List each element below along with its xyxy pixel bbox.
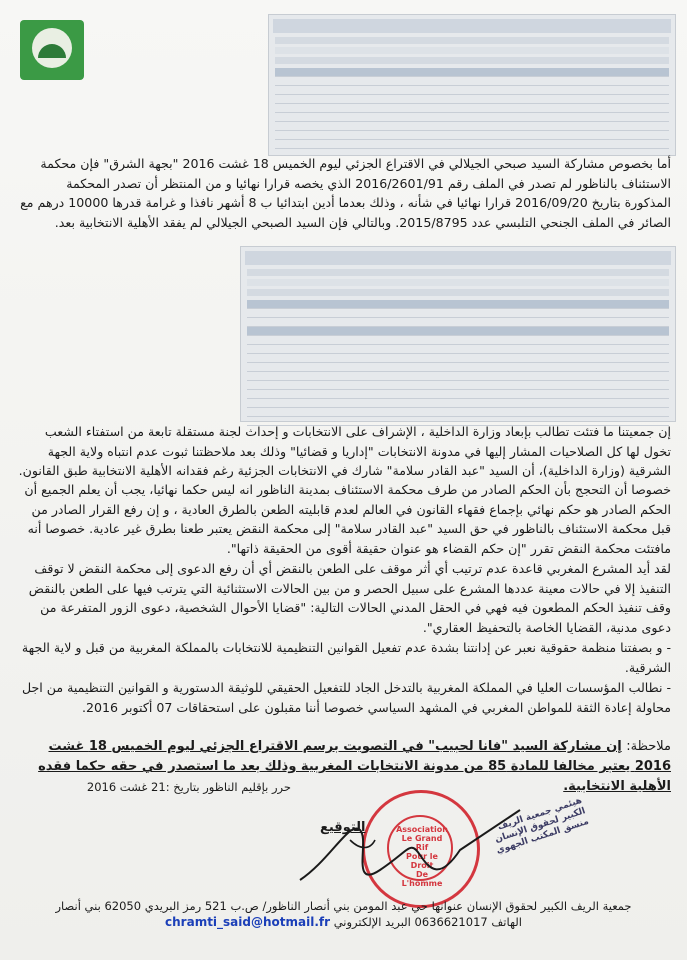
stamp-line-3: Pour le Droit (406, 852, 438, 870)
email-label: البريد الإلكتروني (333, 915, 411, 929)
paragraph-4: لقد أيد المشرع المغربي قاعدة عدم ترتيب أي أثر موقف على الطعن بالنقض أي أن رفع الدعوى إلى محكمة النقض لا توقف التنفيذ إلا في حالات معينة عددها المشرع على سبيل الحصر و من بين الحالات الاستثنائية التي يترتب فيها على الطعن بالنقض وقف تنفيذ الحكم المطعون فيه فهي في الحقل المدني الحالات التالية: "قضايا الأحوال الشخصية، دعوى الزور المتفرعة من دعوى مدنية، القضايا الخاصة بالتحفيظ العقاري". (28, 561, 671, 635)
footer (0, 898, 687, 930)
note-text: إن مشاركة السيد "فانا لحبيب" في التصويت برسم الاقتراع الجزئي ليوم الخميس 18 غشت 2016 يعتبر مخالفا للمادة 85 من مدونة الانتخابات المغربية وذلك بعد ما استصدر في حقه حكما فقده الأهلية الانتخابية. (38, 739, 671, 794)
stamp-line-4: De L'homme (401, 870, 443, 888)
paragraph-5: - و بصفتنا منظمة حقوقية نعبر عن إدانتنا بشدة عدم تفعيل القوانين التنظيمية للانتخابات بالمملكة المغربية من قبل و لاية الجهة الشرقية. (21, 640, 671, 675)
paragraph-1: أما بخصوص مشاركة السيد صبحي الجيلالي في الاقتراع الجزئي ليوم الخميس 18 غشت 2016 "بجهة الشرق" فإن محكمة الاستئناف بالناظور لم تصدر في الملف رقم 2016/2601/91 الذي يخصه قرارا نهائيا و من المنتظر أن تصدر المحكمة المذكورة بتاريخ 2016/09/20 قرارا نهائيا في شأنه ، وذلك بعدما أدين ابتدائيا ب 8 أشهر نافذا و غرامة قدرها 10000 درهم مع الصائر في الملف الجنحي التلبسي عدد 2015/8795. وبالتالي فإن السيد الصبحي الجيلالي لم يفقد الأهلية الانتخابية بعد. (20, 156, 671, 230)
note-label: ملاحظة: (626, 739, 671, 754)
date-line: حرر بإقليم الناظور بتاريخ :21 غشت 2016 (86, 780, 291, 794)
stamp-line-2: Le Grand Rif (401, 834, 443, 852)
stamp-line-1: Association (396, 825, 448, 834)
paragraph-3: خصوصا أن التحجج بأن الحكم الصادر من طرف محكمة الاستئناف بمدينة الناظور انه ليس حكما نهائيا، يجب أن يعلم الجميع أن الحكم الصادر هو حكم نهائي بإجماع فقهاء القانون في العالم لعدم قابليته الطعن بالطرق العادية ، و إن رفع القرار الصادر من قبل محكمة الاستئناف بالناظور في حق السيد "عبد القادر سلامة" إلى محكمة النقض يعتبر طعنا بطرق غير عادية. خصوصا أنه مافتئت محكمة النقض تقرر "إن حكم القضاء هو عنوان حقيقة أقوى من الحقيقة ذاتها". (24, 482, 671, 556)
coordinator-stamp: هيئمي جمعية الريف الكبير لحقوق الإنسان منسق المكتب الجهوي (493, 795, 591, 857)
logo-emblem-icon (32, 28, 72, 68)
footer-address: جمعية الريف الكبير لحقوق الإنسان عنوانها حي عبد المومن بني أنصار الناظور/ ص.ب 521 رمز البريدي 62050 بني أنصار (55, 899, 632, 913)
signature-label: التوقيع (320, 820, 366, 835)
phone-number: 0636621017 (414, 915, 488, 929)
footer-contact (0, 914, 687, 930)
paragraph-6: - نطالب المؤسسات العليا في المملكة المغربية بالتدخل الجاد للتفعيل الحقيقي للوثيقة الدستورية و القوانين التنظيمية من اجل محاولة إعادة الثقة للمواطن المغربي في المشهد السياسي خصوصا أننا مقبلون على استحقاقات 07 أكتوبر 2016. (21, 680, 671, 715)
phone-label: الهاتف (491, 915, 522, 929)
email-link[interactable]: chramti_said@hotmail.fr (165, 915, 331, 929)
paragraph-2: إن جمعيتنا ما فتئت تطالب بإبعاد وزارة الداخلية ، الإشراف على الانتخابات و إحداث لجنة مستقلة تابعة من استفتاء الشعب تخول لها كل الصلاحيات المشار إليها في مدونة الانتخابات "إداريا و قضائيا" وذلك بعد ملاحظتنا ثبوت عدم انتباه ولاية الجهة الشرقية (وزارة الداخلية)، أن السيد "عبد القادر سلامة" شارك في الانتخابات الجزئية رغم فقدانه الأهلية الانتخابية طبق القانون. (18, 424, 671, 478)
court-record-screenshot-1 (268, 14, 676, 156)
court-record-screenshot-2 (240, 246, 676, 422)
association-logo (20, 20, 84, 80)
